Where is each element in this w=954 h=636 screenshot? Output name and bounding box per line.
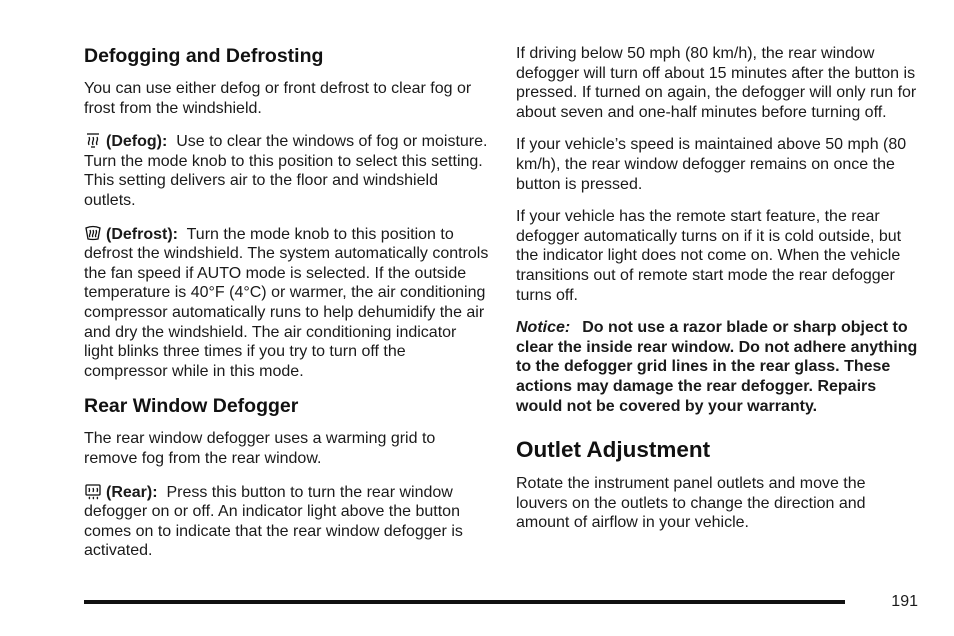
outlet-adjustment-text: Rotate the instrument panel outlets and move the louvers on the outlets to change the direction and amount of airflow in your vehicle. — [516, 475, 866, 532]
right-column — [516, 44, 921, 546]
remote-start-paragraph: If your vehicle has the remote start feature, the rear defogger automatically turns on if it is cold outside, but the indicator light does not come on. When the vehicle transitions out of remote start mode the rear defogger turns off. — [516, 208, 902, 304]
section-heading-defogging: Defogging and Defrosting — [84, 45, 324, 67]
defrost-icon — [84, 224, 102, 242]
rear-label: (Rear): — [106, 483, 158, 501]
defrost-label: (Defrost): — [106, 225, 178, 243]
notice-label: Notice: — [516, 319, 571, 337]
defrost-paragraph — [84, 224, 490, 382]
defog-text: Use to clear the windows of fog or moisture. Turn the mode knob to this position to select this setting. This setting delivers air to the floor and windshield outlets. — [84, 133, 488, 209]
notice-paragraph — [516, 318, 921, 416]
rear-text: Press this button to turn the rear window defogger on or off. An indicator light above the button comes on to indicate that the rear window defogger is activated. — [84, 483, 463, 560]
section-heading-outlet-adjustment: Outlet Adjustment — [516, 437, 711, 463]
rear-defog-icon — [84, 482, 102, 500]
rear-defogger-intro: The rear window defogger uses a warming grid to remove fog from the rear window. — [84, 430, 436, 467]
defog-icon — [84, 131, 102, 149]
defogging-intro: You can use either defog or front defrost to clear fog or frost from the windshield. — [84, 80, 472, 117]
defog-label: (Defog): — [106, 133, 168, 151]
rear-defogger-timer-paragraph: If driving below 50 mph (80 km/h), the rear window defogger will turn off about 15 minutes after the button is pressed. If turned on again, the defogger will only run for about seven and one-half minutes before turning off. — [516, 45, 917, 121]
defrost-text: Turn the mode knob to this position to defrost the windshield. The system automatically controls the fan speed if AUTO mode is selected. If the outside temperature is 40°F (4°C) or warmer, the air conditioning compressor automatically runs to help dehumidify the air and dry the windshield. The air conditioning indicator light blinks three times if you try to turn off the compressor while in this mode. — [84, 225, 489, 380]
notice-text: Do not use a razor blade or sharp object to clear the inside rear window. Do not adhere anything to the defogger grid lines in the rear glass. These actions may damage the rear defogger. Repairs would not be covered by your warranty. — [516, 319, 918, 415]
rear-paragraph — [84, 482, 490, 561]
page-number: 191 — [891, 593, 918, 610]
section-heading-rear-defogger: Rear Window Defogger — [84, 395, 299, 418]
left-column — [84, 44, 490, 574]
defog-paragraph — [84, 131, 490, 210]
rear-defogger-speed-paragraph: If your vehicle’s speed is maintained above 50 mph (80 km/h), the rear window defogger remains on once the button is pressed. — [516, 136, 907, 193]
footer-rule — [84, 600, 845, 604]
